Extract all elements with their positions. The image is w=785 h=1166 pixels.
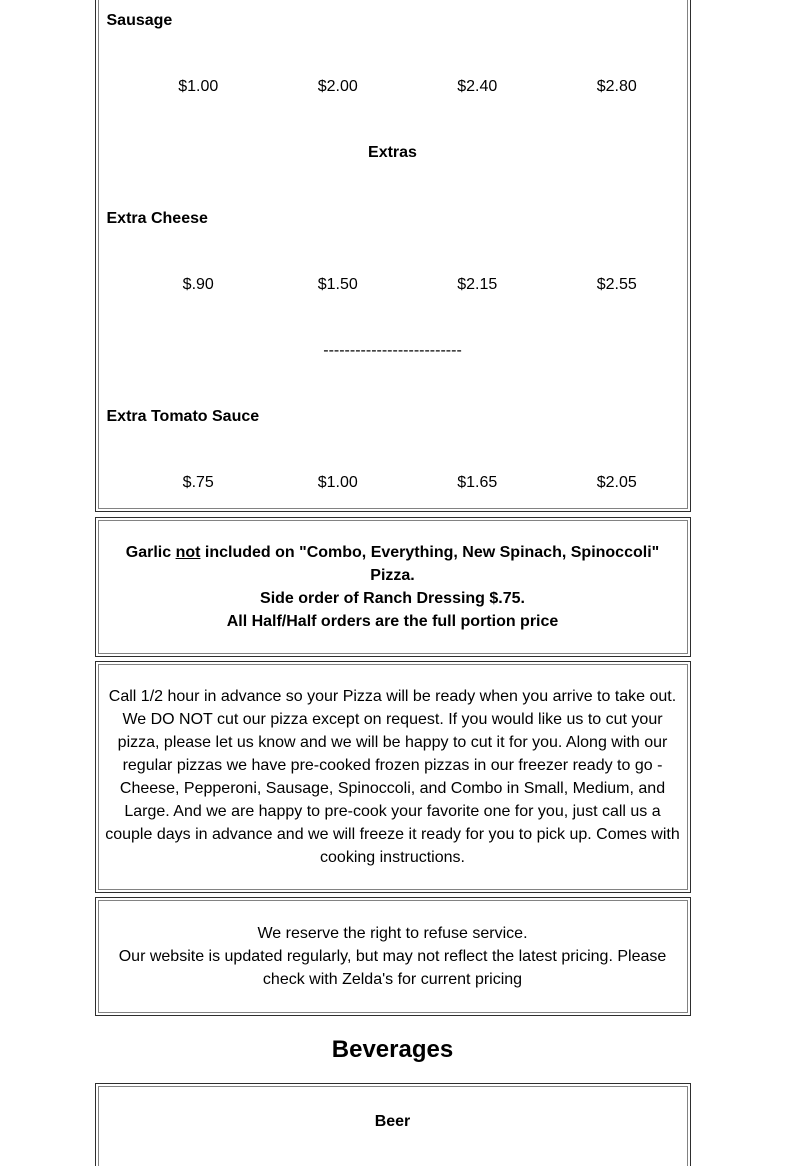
price-cell: $1.65 [457, 474, 498, 491]
price-cell: $2.00 [317, 78, 358, 95]
menu-item-extra-cheese [99, 208, 687, 230]
price-cell: $2.15 [457, 276, 498, 293]
beer-section-header: Beer [374, 1113, 411, 1130]
price-cell: $.75 [182, 474, 214, 491]
advance-order-box [95, 661, 691, 893]
price-cell: $1.50 [317, 276, 358, 293]
dashed-separator: -------------------------- [323, 342, 462, 359]
menu-item-label: Sausage [106, 12, 173, 29]
price-cell: $.90 [182, 276, 214, 293]
pizza-extras-table [95, 0, 691, 512]
price-cell: $2.05 [596, 474, 637, 491]
pricing-disclaimer-line: Our website is updated regularly, but may not reflect the latest pricing. Please check with Zelda's for current pricing [118, 948, 667, 988]
beverages-heading: Beverages [331, 1036, 454, 1063]
price-row-sausage [99, 76, 687, 98]
garlic-note-box [95, 517, 691, 657]
menu-item-extra-tomato-sauce [99, 406, 687, 428]
price-cell: $1.00 [317, 474, 358, 491]
garlic-note-line1: Garlic not included on "Combo, Everything, New Spinach, Spinoccoli" Pizza. [125, 544, 660, 584]
refuse-service-line: We reserve the right to refuse service. [257, 925, 528, 942]
price-cell: $2.80 [596, 78, 637, 95]
disclaimer-text [98, 900, 688, 1013]
half-half-line: All Half/Half orders are the full portion price [226, 613, 559, 630]
ranch-dressing-line: Side order of Ranch Dressing $.75. [260, 590, 525, 607]
menu-item-label: Extra Cheese [106, 210, 208, 227]
extras-section-header: Extras [368, 144, 417, 161]
beer-table [95, 1083, 691, 1166]
price-cell: $2.55 [596, 276, 637, 293]
disclaimer-box [95, 897, 691, 1016]
price-row-extra-cheese [99, 274, 687, 296]
underlined-not: not [175, 544, 201, 561]
menu-item-sausage [99, 10, 687, 32]
menu-item-label: Extra Tomato Sauce [106, 408, 260, 425]
price-row-extra-tomato-sauce [99, 472, 687, 494]
garlic-note-text [98, 520, 688, 654]
menu-column [95, 0, 691, 1166]
price-cell: $2.40 [457, 78, 498, 95]
advance-order-text: Call 1/2 hour in advance so your Pizza will be ready when you arrive to take out. We DO NOT cut our pizza except on request. If you would like us to cut your pizza, please let us know and we will be happy to cut it for you. Along with our regular pizzas we have pre-cooked frozen pizzas in our freezer ready to go - Cheese, Pepperoni, Sausage, Spinoccoli, and Combo in Small, Medium, and Large. And we are happy to pre-cook your favorite one for you, just call us a couple days in advance and we will freeze it ready for you to pick up. Comes with cooking instructions. [98, 664, 688, 890]
price-cell: $1.00 [178, 78, 219, 95]
